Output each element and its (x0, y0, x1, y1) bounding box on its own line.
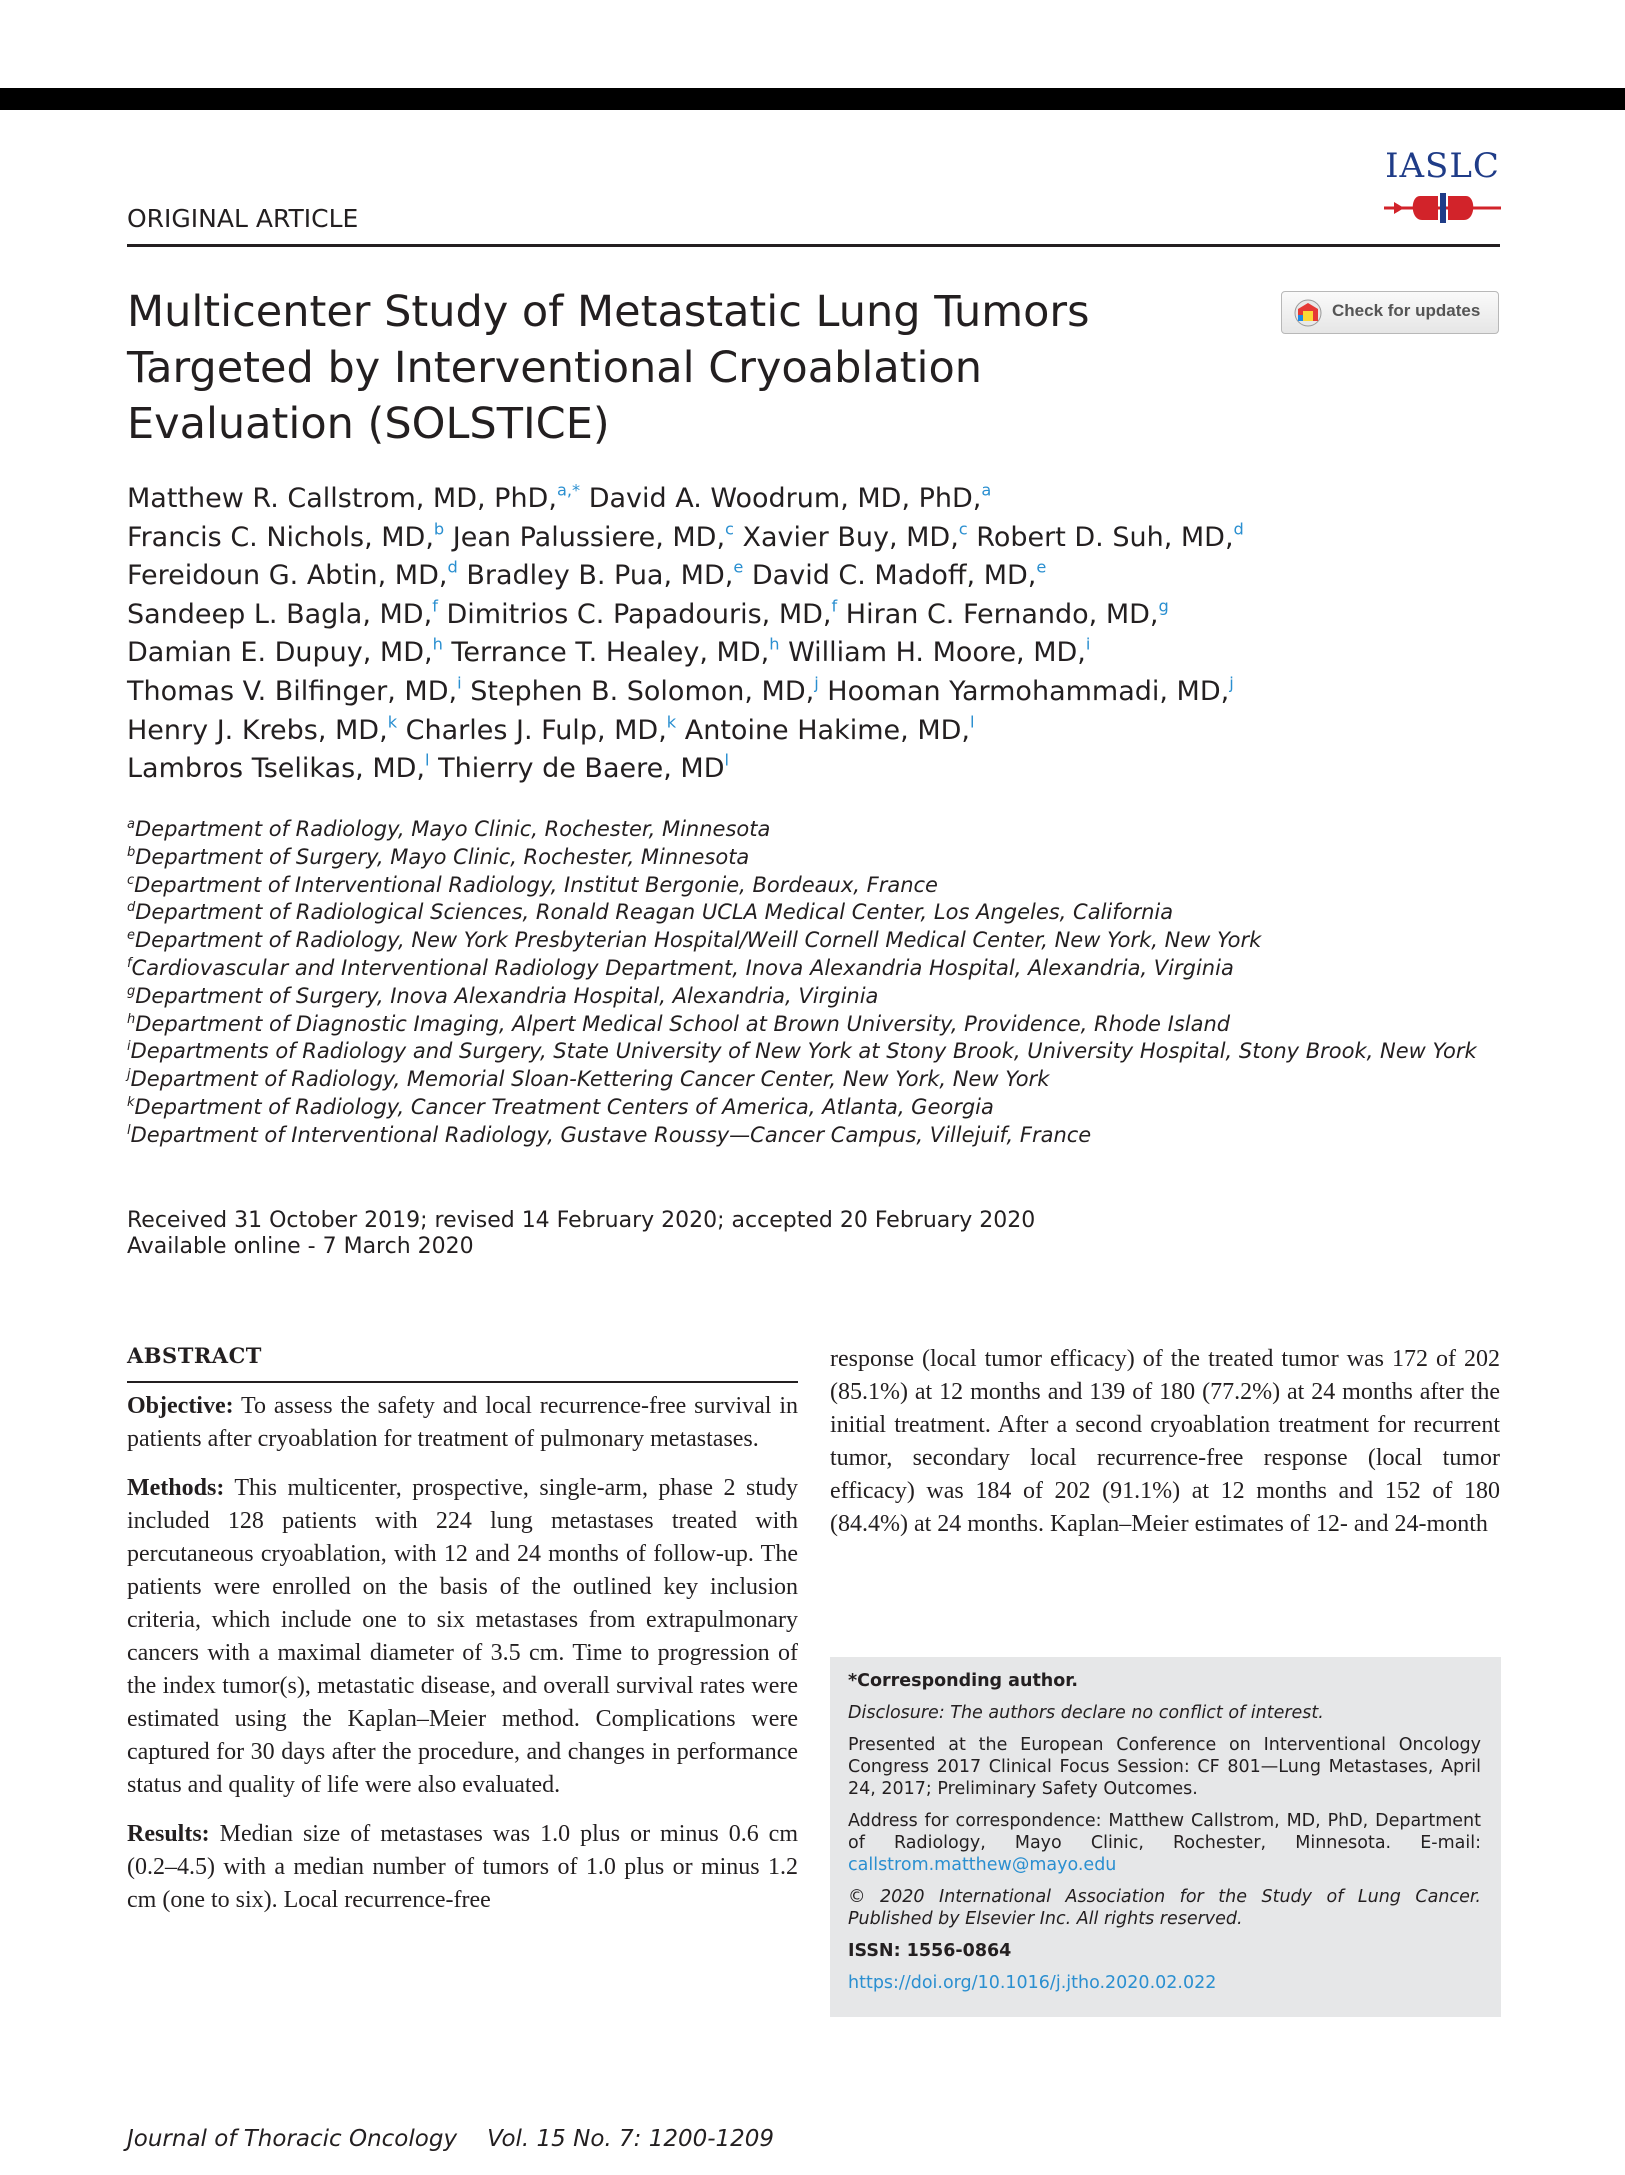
objective-label: Objective: (127, 1393, 234, 1419)
author-line (127, 750, 1507, 789)
email-link[interactable]: callstrom.matthew@mayo.edu (848, 1855, 1117, 1875)
abstract-heading: ABSTRACT (127, 1343, 262, 1368)
title-line: Targeted by Interventional Cryoablation (127, 343, 983, 393)
author-name: Hiran C. Fernando, MD, (837, 598, 1159, 630)
affiliation-item (127, 927, 1507, 955)
author-name: David C. Madoff, MD, (743, 560, 1037, 592)
author-list (127, 480, 1507, 789)
author-affiliation-mark[interactable]: h (769, 635, 780, 655)
affiliation-item (127, 899, 1507, 927)
author-affiliation-mark[interactable]: k (387, 712, 398, 732)
methods-text: This multicenter, prospective, single-arm, phase 2 study included 128 patients with 224 lung metastases treated with percutaneous cryoablation, with 12 and 24 months of follow-up. The patients were enrolled on the basis of the outlined key inclusion criteria, which include one to six metastases from extrapulmonary cancers with a maximal diameter of 3.5 cm. Time to progression of the index tumor(s), metastatic disease, and overall survival rates were estimated using the Kaplan–Meier method. Complications were captured for 30 days after the procedure, and changes in performance status and quality of life were also evaluated. (127, 1475, 798, 1798)
affiliation-mark: k (127, 1095, 135, 1111)
author-name: Robert D. Suh, MD, (967, 521, 1234, 553)
affiliation-text: Departments of Radiology and Surgery, State University of New York at Stony Brook, University Hospital, Stony Brook, New York (130, 1039, 1477, 1064)
affiliation-mark: b (127, 845, 136, 860)
author-affiliation-mark[interactable]: e (1036, 557, 1047, 577)
top-bar (0, 88, 1625, 110)
methods-paragraph (127, 1472, 798, 1802)
methods-label: Methods: (127, 1475, 225, 1501)
lung-logo-icon (1380, 188, 1505, 228)
author-name: Francis C. Nichols, MD, (127, 521, 434, 553)
affiliation-mark: a (127, 817, 135, 833)
author-affiliation-mark[interactable]: f (831, 596, 838, 616)
author-line (127, 673, 1507, 712)
received-dates: Received 31 October 2019; revised 14 February 2020; accepted 20 February 2020 (127, 1208, 1036, 1233)
author-affiliation-mark[interactable]: f (432, 596, 438, 616)
author-affiliation-mark[interactable]: l (969, 712, 975, 732)
affiliation-text: Department of Radiological Sciences, Ronald Reagan UCLA Medical Center, Los Angeles, California (135, 900, 1174, 925)
affiliation-item (127, 816, 1507, 844)
affiliation-text: Department of Interventional Radiology, Institut Bergonie, Bordeaux, France (134, 872, 938, 897)
title-line: Multicenter Study of Metastatic Lung Tumors (127, 287, 1090, 337)
author-line (127, 480, 1507, 519)
results-label: Results: (127, 1821, 210, 1847)
author-affiliation-mark[interactable]: g (1158, 596, 1169, 616)
author-name: David A. Woodrum, MD, PhD, (580, 483, 982, 514)
author-affiliation-mark[interactable]: a (981, 480, 992, 500)
author-name: Damian E. Dupuy, MD, (127, 637, 433, 669)
affiliation-mark: e (127, 928, 136, 944)
title-line: Evaluation (SOLSTICE) (127, 399, 610, 449)
affiliation-mark: h (127, 1011, 136, 1027)
affiliation-text: Department of Radiology, Memorial Sloan-Kettering Cancer Center, New York, New York (130, 1067, 1050, 1092)
affiliation-item (127, 1038, 1507, 1066)
affiliation-item (127, 844, 1507, 872)
author-name: Stephen B. Solomon, MD, (461, 675, 815, 707)
page-footer (127, 2126, 774, 2152)
affiliation-item (127, 955, 1507, 983)
author-affiliation-mark[interactable]: c (958, 519, 968, 539)
author-affiliation-mark[interactable]: j (814, 673, 819, 693)
author-name: William H. Moore, MD, (779, 637, 1086, 669)
author-affiliation-mark[interactable]: b (433, 519, 445, 539)
article-type-label: ORIGINAL ARTICLE (127, 204, 359, 233)
author-name: Thomas V. Bilfinger, MD, (127, 675, 458, 707)
affiliation-item (127, 983, 1507, 1011)
logo-text: IASLC (1385, 146, 1500, 186)
presented-note: Presented at the European Conference on Interventional Oncology Congress 2017 Clinical Focus Session: CF 801—Lung Metastases, April 24, 2017; Preliminary Safety Outcomes. (848, 1735, 1481, 1799)
author-name: Dimitrios C. Papadouris, MD, (437, 598, 832, 630)
objective-paragraph (127, 1390, 798, 1456)
issn-label: ISSN: 1556-0864 (848, 1941, 1012, 1961)
author-name: Sandeep L. Bagla, MD, (127, 598, 433, 630)
results-text: Median size of metastases was 1.0 plus or minus 0.6 cm (0.2–4.5) with a median number of tumors of 1.0 plus or minus 1.2 cm (one to six). Local recurrence-free (127, 1821, 798, 1913)
affiliation-text: Cardiovascular and Interventional Radiology Department, Inova Alexandria Hospital, Alexandria, Virginia (131, 955, 1234, 980)
author-name: Xavier Buy, MD, (733, 521, 959, 553)
affiliation-item (127, 1066, 1507, 1094)
author-name: Terrance T. Healey, MD, (442, 637, 770, 669)
author-affiliation-mark[interactable]: j (1229, 673, 1234, 693)
journal-volume: Vol. 15 No. 7: 1200-1209 (487, 2126, 775, 2152)
affiliation-mark: d (127, 900, 136, 916)
affiliation-mark: j (127, 1067, 131, 1083)
author-affiliation-mark[interactable]: l (724, 750, 729, 770)
author-affiliation-mark[interactable]: i (457, 673, 462, 693)
author-line (127, 712, 1507, 751)
iaslc-logo (1380, 146, 1505, 238)
author-line (127, 519, 1507, 558)
author-name: Matthew R. Callstrom, MD, PhD, (127, 483, 557, 514)
results-paragraph (127, 1818, 798, 1917)
author-affiliation-mark[interactable]: h (432, 635, 443, 655)
author-affiliation-mark[interactable]: k (666, 712, 677, 732)
author-affiliation-mark[interactable]: a,* (556, 480, 581, 500)
journal-name: Journal of Thoracic Oncology (127, 2126, 458, 2152)
affiliation-mark: f (127, 956, 132, 972)
abstract-right-column (830, 1343, 1500, 1541)
author-affiliation-mark[interactable]: d (1233, 519, 1244, 539)
author-line (127, 557, 1507, 596)
article-dates (127, 1208, 1035, 1260)
affiliation-mark: c (127, 872, 135, 888)
affiliation-item (127, 872, 1507, 900)
author-name: Thierry de Baere, MD (429, 753, 725, 785)
doi-link[interactable]: https://doi.org/10.1016/j.jtho.2020.02.022 (848, 1973, 1217, 1993)
author-affiliation-mark[interactable]: l (425, 750, 430, 770)
affiliation-item (127, 1094, 1507, 1122)
corresponding-author-note: *Corresponding author. (848, 1671, 1079, 1691)
article-title (127, 284, 1227, 452)
author-name: Fereidoun G. Abtin, MD, (127, 560, 448, 592)
author-affiliation-mark[interactable]: c (725, 519, 734, 539)
affiliation-mark: l (127, 1122, 131, 1138)
affiliation-mark: g (127, 983, 136, 999)
header-rule (127, 244, 1500, 247)
author-name: Lambros Tselikas, MD, (127, 753, 426, 785)
affiliation-text: Department of Radiology, Cancer Treatment Centers of America, Atlanta, Georgia (134, 1094, 994, 1119)
author-affiliation-mark[interactable]: i (1085, 635, 1091, 655)
author-affiliation-mark[interactable]: e (733, 557, 744, 577)
affiliation-text: Department of Radiology, New York Presbyterian Hospital/Weill Cornell Medical Center, New York, New York (135, 928, 1262, 953)
crossmark-icon (1292, 299, 1324, 327)
results-continued: response (local tumor efficacy) of the treated tumor was 172 of 202 (85.1%) at 12 months and 139 of 180 (77.2%) at 24 months after the initial treatment. After a second cryoablation treatment for recurrent tumor, secondary local recurrence-free response (local tumor efficacy) was 184 of 202 (91.1%) at 12 months and 152 of 180 (84.4%) at 24 months. Kaplan–Meier estimates of 12- and 24-month (830, 1346, 1500, 1537)
copyright-note: © 2020 International Association for the Study of Lung Cancer. Published by Elsevier Inc. All rights reserved. (848, 1887, 1481, 1929)
affiliation-item (127, 1122, 1507, 1150)
author-name: Jean Palussiere, MD, (444, 521, 726, 553)
affiliation-mark: i (127, 1039, 131, 1055)
affiliation-text: Department of Interventional Radiology, Gustave Roussy—Cancer Campus, Villejuif, France (130, 1122, 1092, 1147)
author-name: Hooman Yarmohammadi, MD, (818, 675, 1230, 707)
author-line (127, 596, 1507, 635)
abstract-rule (127, 1381, 798, 1383)
check-for-updates-button[interactable] (1281, 291, 1499, 334)
affiliation-text: Department of Surgery, Inova Alexandria Hospital, Alexandria, Virginia (135, 983, 879, 1008)
abstract-left-column (127, 1390, 798, 1933)
author-name: Charles J. Fulp, MD, (397, 714, 667, 746)
address-text: Address for correspondence: Matthew Callstrom, MD, PhD, Department of Radiology, Mayo Clinic, Rochester, Minnesota. E-mail: (848, 1811, 1481, 1853)
affiliation-text: Department of Radiology, Mayo Clinic, Rochester, Minnesota (134, 817, 771, 841)
objective-text: To assess the safety and local recurrence-free survival in patients after cryoablation for treatment of pulmonary metastases. (127, 1393, 798, 1452)
affiliation-list (127, 816, 1507, 1150)
affiliation-text: Department of Surgery, Mayo Clinic, Rochester, Minnesota (135, 844, 750, 869)
author-name: Bradley B. Pua, MD, (457, 560, 734, 592)
author-affiliation-mark[interactable]: d (447, 557, 458, 577)
article-info-box (830, 1657, 1501, 2017)
available-online: Available online - 7 March 2020 (127, 1234, 474, 1259)
author-line (127, 634, 1507, 673)
author-name: Antoine Hakime, MD, (676, 714, 970, 746)
affiliation-text: Department of Diagnostic Imaging, Alpert Medical School at Brown University, Providence, Rhode Island (135, 1011, 1231, 1036)
disclosure-note: Disclosure: The authors declare no conflict of interest. (848, 1703, 1324, 1723)
author-name: Henry J. Krebs, MD, (127, 714, 388, 746)
correspondence-address (848, 1810, 1481, 1876)
affiliation-item (127, 1011, 1507, 1039)
check-for-updates-label: Check for updates (1332, 301, 1481, 320)
